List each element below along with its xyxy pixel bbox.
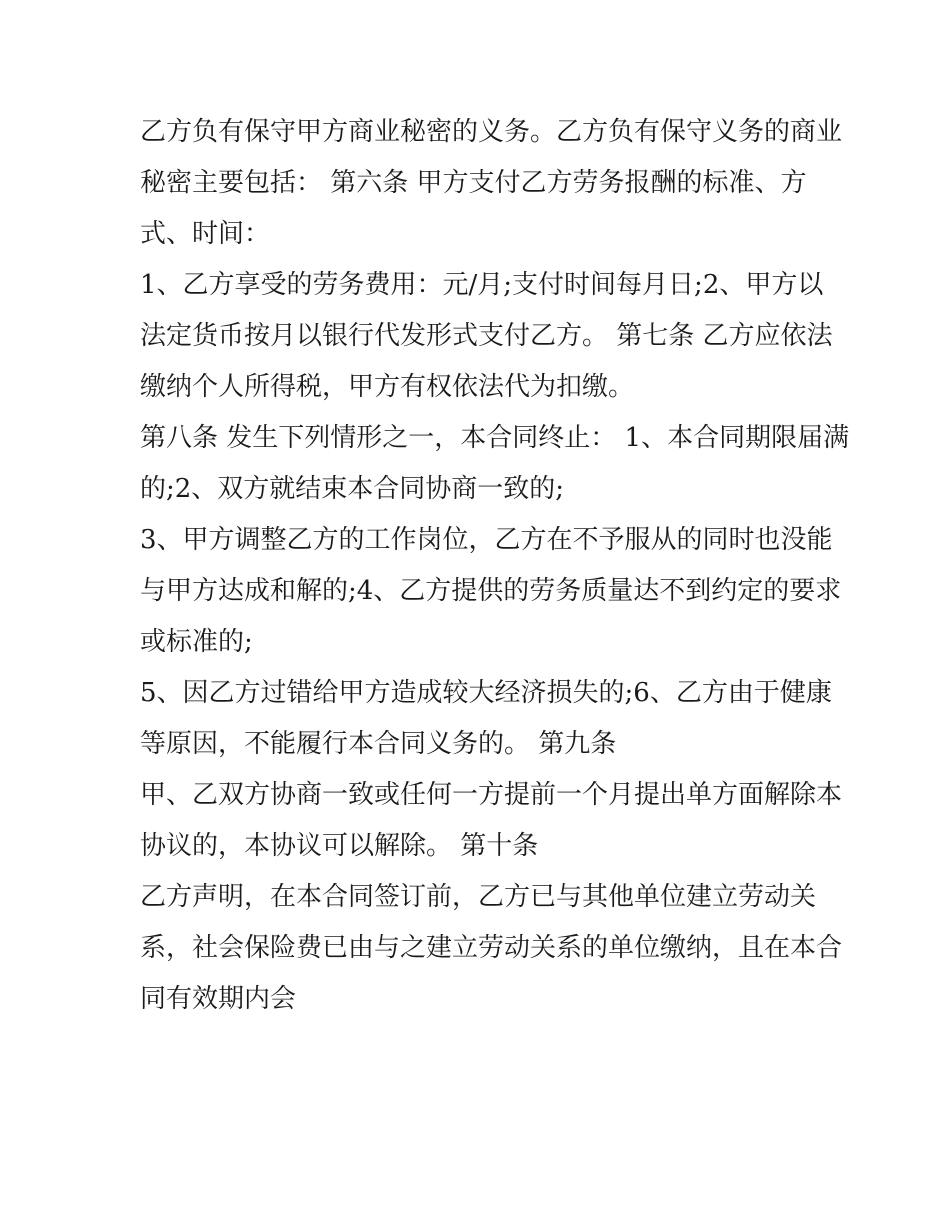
document-body — [140, 107, 850, 1025]
text-line: 第八条 发生下列情形之一，本合同终止： 1、本合同期限届满 — [140, 423, 850, 453]
paragraph-article-10 — [140, 872, 843, 1025]
text-line: 式、时间： — [140, 219, 271, 249]
text-line: 或标准的; — [140, 627, 253, 657]
paragraph-article-9 — [140, 770, 843, 872]
paragraph-payment — [140, 260, 833, 413]
paragraph-termination-5-6 — [140, 668, 832, 770]
text-line: 法定货币按月以银行代发形式支付乙方。 第七条 乙方应依法 — [140, 321, 833, 351]
text-line: 的;2、双方就结束本合同协商一致的; — [140, 474, 565, 504]
text-line: 5、因乙方过错给甲方造成较大经济损失的;6、乙方由于健康 — [140, 678, 832, 708]
text-line: 缴纳个人所得税，甲方有权依法代为扣缴。 — [140, 372, 635, 402]
text-line: 乙方负有保守甲方商业秘密的义务。乙方负有保守义务的商业 — [140, 117, 843, 147]
text-line: 同有效期内会 — [140, 984, 297, 1014]
text-line: 3、甲方调整乙方的工作岗位，乙方在不予服从的同时也没能 — [140, 525, 833, 555]
text-line: 乙方声明，在本合同签订前，乙方已与其他单位建立劳动关 — [140, 882, 817, 912]
text-line: 秘密主要包括： 第六条 甲方支付乙方劳务报酬的标准、方 — [140, 168, 807, 198]
text-line: 系，社会保险费已由与之建立劳动关系的单位缴纳，且在本合 — [140, 933, 843, 963]
paragraph-termination-3-4 — [140, 515, 842, 668]
text-line: 1、乙方享受的劳务费用：元/月;支付时间每月日;2、甲方以 — [140, 270, 824, 300]
text-line: 与甲方达成和解的;4、乙方提供的劳务质量达不到约定的要求 — [140, 576, 842, 606]
paragraph-article-8 — [140, 413, 850, 515]
text-line: 甲、乙双方协商一致或任何一方提前一个月提出单方面解除本 — [140, 780, 843, 810]
text-line: 等原因，不能履行本合同义务的。 第九条 — [140, 729, 617, 759]
text-line: 协议的，本协议可以解除。 第十条 — [140, 831, 539, 861]
paragraph-confidentiality — [140, 107, 843, 260]
